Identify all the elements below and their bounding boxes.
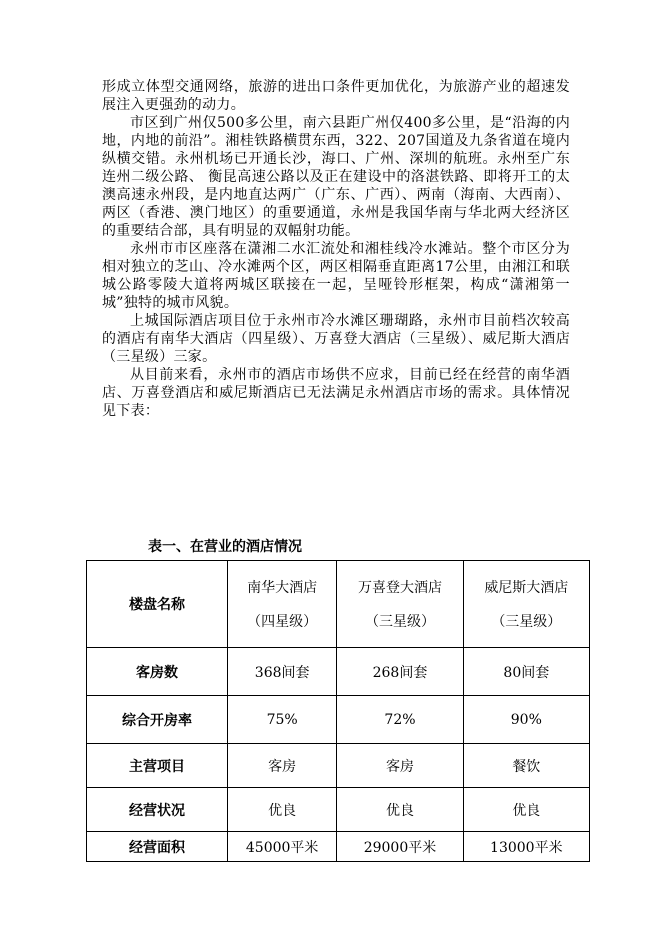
table-cell: 268间套 [337, 648, 463, 696]
table-row [87, 832, 590, 862]
table-cell: 80间套 [463, 648, 589, 696]
table-cell: 13000平米 [463, 832, 589, 862]
hotel-header [463, 561, 589, 648]
hotel-name: 威尼斯大酒店 [484, 580, 569, 596]
table-header-row [87, 561, 590, 648]
paragraph: 从目前来看，永州市的酒店市场供不应求，目前已经在经营的南华酒店、万喜登酒店和威尼斯酒店已无法满足永州酒店市场的需求。具体情况见下表： [102, 367, 570, 419]
row-label: 经营面积 [87, 832, 228, 862]
table-caption: 表一、在营业的酒店情况 [148, 539, 302, 555]
hotel-name: 万喜登大酒店 [357, 580, 442, 596]
table-cell: 优良 [228, 788, 337, 832]
paragraph: 市区到广州仅500多公里，南六县距广州仅400多公里，是“沿海的内地，内地的前沿”。湘桂铁路横贯东西，322、207国道及九条省道在境内纵横交错。永州机场已开通长沙，海口、广州、深圳的航班。永州至广东连州二级公路、 衡昆高速公路以及正在建设中的洛湛铁路、即将开工的太澳高速永州段，是内地直达两广（广东、广西）、两南（海南、大西南）、两区（香港、澳门地区）的重要通道，永州是我国华南与华北两大经济区的重要结合部，具有明显的双幅射功能。 [102, 115, 570, 239]
table-cell: 29000平米 [337, 832, 463, 862]
hotel-table [86, 560, 590, 862]
hotel-grade: （三星级） [364, 614, 435, 630]
hotel-grade: （三星级） [491, 614, 562, 630]
row-label: 综合开房率 [87, 696, 228, 744]
paragraph: 永州市市区座落在潇湘二水汇流处和湘桂线冷水滩站。整个市区分为相对独立的芝山、冷水滩两个区，两区相隔垂直距离17公里，由湘江和联城公路零陵大道将两城区联接在一起，呈哑铃形框架，构成“潇湘第一城”独特的城市风貌。 [102, 241, 570, 311]
header-label: 楼盘名称 [87, 561, 228, 648]
table-cell: 75% [228, 696, 337, 744]
table-cell: 客房 [337, 744, 463, 788]
table-cell: 45000平米 [228, 832, 337, 862]
hotel-header [337, 561, 463, 648]
row-label: 经营状况 [87, 788, 228, 832]
table-cell: 餐饮 [463, 744, 589, 788]
table-cell: 72% [337, 696, 463, 744]
table-cell: 优良 [463, 788, 589, 832]
hotel-header [228, 561, 337, 648]
hotel-grade: （四星级） [247, 614, 318, 630]
paragraph: 上城国际酒店项目位于永州市冷水滩区珊瑚路，永州市目前档次较高的酒店有南华大酒店（四星级）、万喜登大酒店（三星级）、威尼斯大酒店（三星级）三家。 [102, 313, 570, 365]
row-label: 主营项目 [87, 744, 228, 788]
row-label: 客房数 [87, 648, 228, 696]
table-cell: 90% [463, 696, 589, 744]
body-text [102, 78, 570, 420]
table-cell: 客房 [228, 744, 337, 788]
table-cell: 368间套 [228, 648, 337, 696]
table-row [87, 648, 590, 696]
table-row [87, 744, 590, 788]
table-row [87, 696, 590, 744]
table-row [87, 788, 590, 832]
table-cell: 优良 [337, 788, 463, 832]
paragraph: 形成立体型交通网络，旅游的进出口条件更加优化，为旅游产业的超速发展注入更强劲的动力。 [102, 79, 570, 113]
hotel-name: 南华大酒店 [247, 580, 318, 596]
